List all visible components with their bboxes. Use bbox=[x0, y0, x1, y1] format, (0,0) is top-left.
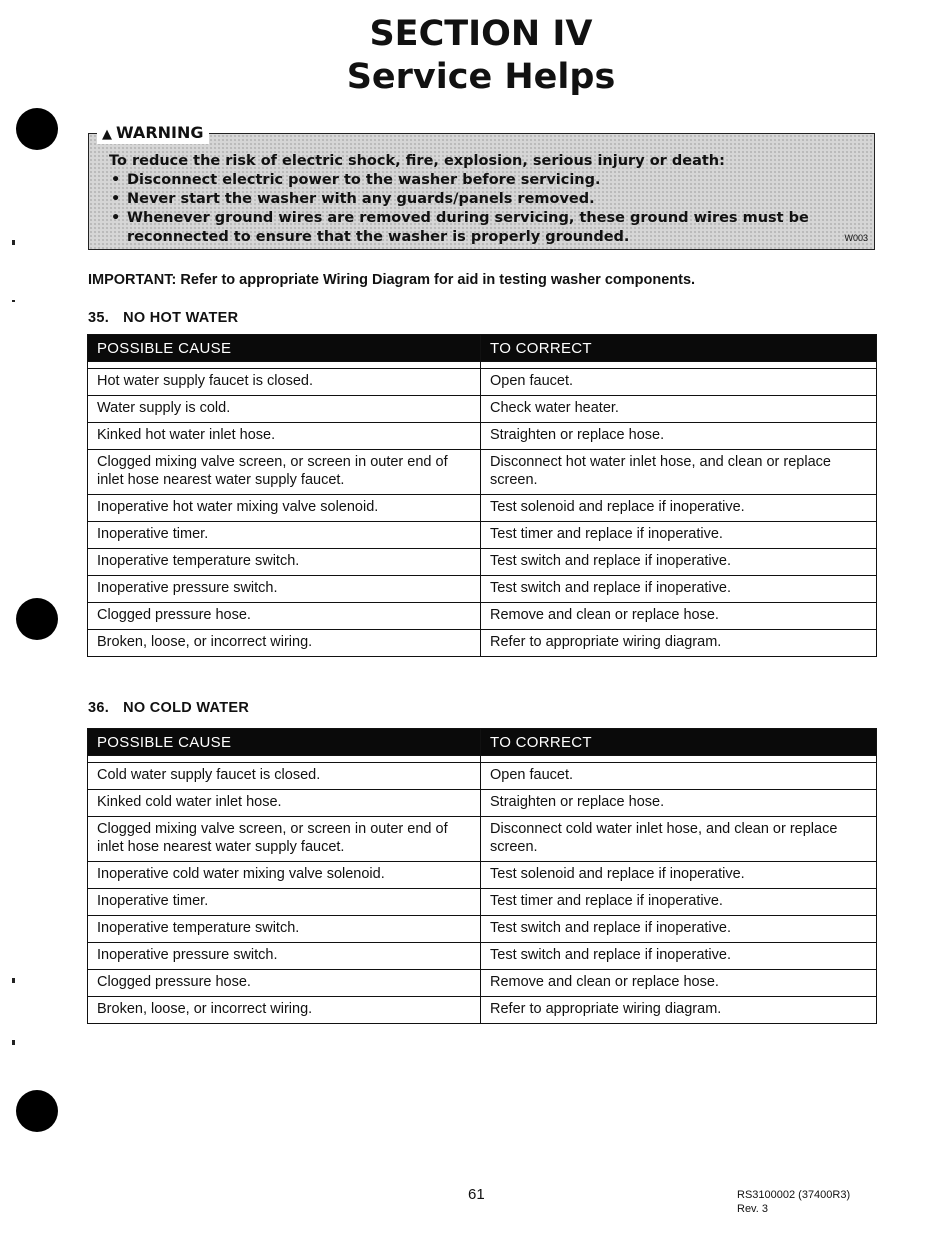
table-row bbox=[88, 423, 877, 450]
document-number: RS3100002 (37400R3) bbox=[737, 1189, 851, 1201]
to-correct-cell: Test switch and replace if inoperative. bbox=[481, 916, 877, 943]
to-correct-cell: Disconnect cold water inlet hose, and clean or replace screen. bbox=[481, 817, 877, 862]
possible-cause-cell: Broken, loose, or incorrect wiring. bbox=[88, 630, 481, 657]
possible-cause-cell: Inoperative pressure switch. bbox=[88, 943, 481, 970]
troubleshooting-table-no-cold-water bbox=[87, 728, 877, 1024]
warning-label bbox=[97, 124, 209, 144]
table-row bbox=[88, 970, 877, 997]
section-title: SECTION IV bbox=[369, 14, 593, 54]
table-row bbox=[88, 889, 877, 916]
to-correct-cell: Remove and clean or replace hose. bbox=[481, 970, 877, 997]
to-correct-cell: Disconnect hot water inlet hose, and clean or replace screen. bbox=[481, 450, 877, 495]
table-row bbox=[88, 790, 877, 817]
section-35-heading bbox=[88, 310, 238, 326]
to-correct-cell: Straighten or replace hose. bbox=[481, 790, 877, 817]
warning-code: W003 bbox=[844, 233, 868, 243]
possible-cause-cell: Kinked hot water inlet hose. bbox=[88, 423, 481, 450]
to-correct-cell: Check water heater. bbox=[481, 396, 877, 423]
possible-cause-cell: Water supply is cold. bbox=[88, 396, 481, 423]
punch-hole-middle bbox=[16, 598, 58, 640]
table-row bbox=[88, 576, 877, 603]
possible-cause-cell: Clogged pressure hose. bbox=[88, 970, 481, 997]
table-row bbox=[88, 603, 877, 630]
to-correct-cell: Test solenoid and replace if inoperative. bbox=[481, 862, 877, 889]
to-correct-cell: Test switch and replace if inoperative. bbox=[481, 943, 877, 970]
section-number: 35. bbox=[88, 310, 110, 326]
spacer-cell bbox=[88, 756, 481, 763]
to-correct-cell: Refer to appropriate wiring diagram. bbox=[481, 997, 877, 1024]
possible-cause-cell: Inoperative temperature switch. bbox=[88, 916, 481, 943]
scan-speck bbox=[12, 300, 15, 302]
section-number: 36. bbox=[88, 700, 110, 716]
possible-cause-cell: Kinked cold water inlet hose. bbox=[88, 790, 481, 817]
table-row bbox=[88, 396, 877, 423]
possible-cause-cell: Inoperative timer. bbox=[88, 889, 481, 916]
troubleshooting-table-no-hot-water bbox=[87, 334, 877, 657]
table-row bbox=[88, 549, 877, 576]
page-number: 61 bbox=[468, 1186, 485, 1203]
important-note: IMPORTANT: Refer to appropriate Wiring Diagram for aid in testing washer components. bbox=[88, 272, 696, 288]
column-header-to-correct: TO CORRECT bbox=[481, 335, 877, 362]
table-row bbox=[88, 369, 877, 396]
to-correct-cell: Refer to appropriate wiring diagram. bbox=[481, 630, 877, 657]
table-row bbox=[88, 862, 877, 889]
warning-bullets bbox=[109, 171, 864, 247]
punch-hole-bottom bbox=[16, 1090, 58, 1132]
punch-hole-top bbox=[16, 108, 58, 150]
to-correct-cell: Open faucet. bbox=[481, 763, 877, 790]
table-row bbox=[88, 630, 877, 657]
warning-bullet: • Whenever ground wires are removed during servicing, these ground wires must be reconnected to ensure that the washer is properly grounded. bbox=[109, 209, 864, 247]
possible-cause-cell: Cold water supply faucet is closed. bbox=[88, 763, 481, 790]
column-header-to-correct: TO CORRECT bbox=[481, 729, 877, 756]
possible-cause-cell: Clogged mixing valve screen, or screen in outer end of inlet hose nearest water supply faucet. bbox=[88, 817, 481, 862]
to-correct-cell: Test switch and replace if inoperative. bbox=[481, 576, 877, 603]
table-row bbox=[88, 916, 877, 943]
possible-cause-cell: Inoperative pressure switch. bbox=[88, 576, 481, 603]
table-header-row bbox=[88, 335, 877, 362]
to-correct-cell: Test timer and replace if inoperative. bbox=[481, 889, 877, 916]
to-correct-cell: Remove and clean or replace hose. bbox=[481, 603, 877, 630]
to-correct-cell: Straighten or replace hose. bbox=[481, 423, 877, 450]
possible-cause-cell: Clogged mixing valve screen, or screen in outer end of inlet hose nearest water supply faucet. bbox=[88, 450, 481, 495]
scan-speck bbox=[12, 1040, 15, 1045]
possible-cause-cell: Inoperative cold water mixing valve solenoid. bbox=[88, 862, 481, 889]
warning-text bbox=[109, 152, 864, 247]
scan-speck bbox=[12, 240, 15, 245]
table-row bbox=[88, 997, 877, 1024]
to-correct-cell: Test solenoid and replace if inoperative. bbox=[481, 495, 877, 522]
table-row bbox=[88, 450, 877, 495]
possible-cause-cell: Inoperative temperature switch. bbox=[88, 549, 481, 576]
warning-intro: To reduce the risk of electric shock, fire, explosion, serious injury or death: bbox=[109, 153, 725, 169]
table-row bbox=[88, 817, 877, 862]
document-revision: Rev. 3 bbox=[737, 1203, 768, 1215]
possible-cause-cell: Inoperative hot water mixing valve solenoid. bbox=[88, 495, 481, 522]
section-heading-text: NO COLD WATER bbox=[123, 700, 250, 716]
scan-speck bbox=[12, 978, 15, 983]
table-row bbox=[88, 943, 877, 970]
spacer-cell bbox=[481, 362, 877, 369]
column-header-possible-cause: POSSIBLE CAUSE bbox=[88, 729, 481, 756]
table-spacer-row bbox=[88, 756, 877, 763]
table-spacer-row bbox=[88, 362, 877, 369]
warning-box bbox=[88, 123, 875, 250]
possible-cause-cell: Broken, loose, or incorrect wiring. bbox=[88, 997, 481, 1024]
possible-cause-cell: Clogged pressure hose. bbox=[88, 603, 481, 630]
warning-bullet: • Disconnect electric power to the washer before servicing. bbox=[109, 171, 864, 190]
warning-triangle-icon: ▲ bbox=[102, 127, 112, 142]
section-36-heading bbox=[88, 700, 249, 716]
warning-label-text: WARNING bbox=[116, 123, 204, 142]
table-row bbox=[88, 763, 877, 790]
to-correct-cell: Test timer and replace if inoperative. bbox=[481, 522, 877, 549]
section-heading-text: NO HOT WATER bbox=[123, 310, 239, 326]
spacer-cell bbox=[481, 756, 877, 763]
to-correct-cell: Open faucet. bbox=[481, 369, 877, 396]
table-row bbox=[88, 522, 877, 549]
spacer-cell bbox=[88, 362, 481, 369]
column-header-possible-cause: POSSIBLE CAUSE bbox=[88, 335, 481, 362]
to-correct-cell: Test switch and replace if inoperative. bbox=[481, 549, 877, 576]
document-reference bbox=[737, 1188, 850, 1216]
table-header-row bbox=[88, 729, 877, 756]
possible-cause-cell: Inoperative timer. bbox=[88, 522, 481, 549]
possible-cause-cell: Hot water supply faucet is closed. bbox=[88, 369, 481, 396]
warning-bullet: • Never start the washer with any guards/panels removed. bbox=[109, 190, 864, 209]
table-row bbox=[88, 495, 877, 522]
page-title: Service Helps bbox=[346, 57, 616, 97]
